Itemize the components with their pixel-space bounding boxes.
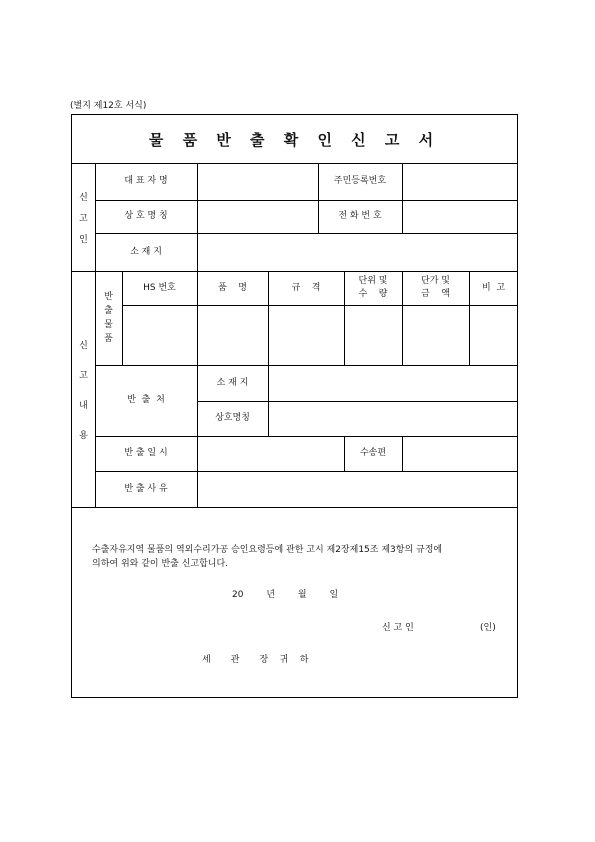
address-label: 소 재 지 <box>130 246 162 257</box>
dest-company-label: 상호명칭 <box>215 413 250 423</box>
content-label-char: 내 <box>79 400 88 411</box>
company-name-label: 상 호 명 칭 <box>124 211 168 221</box>
destination-label: 반 출 처 <box>127 395 165 405</box>
form-number: (별지 제12호 서식) <box>70 101 147 111</box>
export-reason-field[interactable] <box>197 471 518 507</box>
price-header <box>402 271 469 305</box>
content-label-char: 고 <box>79 370 88 381</box>
rep-name-label: 대 표 자 명 <box>124 176 168 186</box>
unit-qty-field[interactable] <box>344 305 402 365</box>
resident-no-label: 주민등록번호 <box>333 176 387 186</box>
transport-label: 수송편 <box>359 448 387 458</box>
phone-label: 전 화 번 호 <box>338 211 382 221</box>
goods-label-char: 품 <box>104 334 113 344</box>
addressee: 세 관 장 귀 하 <box>202 655 309 665</box>
declarant-signature-label: 신 고 인 <box>382 623 414 633</box>
statement-line: 수출자유지역 물품의 역외수리가공 승인요령등에 관한 고시 제2장제15조 제3항의 규정에 <box>92 545 443 555</box>
declarant-section-label <box>72 163 95 271</box>
dest-company-field[interactable] <box>268 401 518 436</box>
declarant-label-char: 고 <box>79 213 88 224</box>
address-field[interactable] <box>197 233 518 271</box>
goods-label-char: 출 <box>104 306 113 316</box>
price-header-line: 단가 및 <box>421 276 450 286</box>
declarant-label-char: 신 <box>79 192 88 203</box>
resident-no-field[interactable] <box>402 163 518 200</box>
remark-header: 비 고 <box>481 282 506 293</box>
export-reason-label: 반 출 사 유 <box>124 483 168 494</box>
phone-field[interactable] <box>402 200 518 233</box>
item-header: 품 명 <box>218 282 247 293</box>
export-date-label: 반 출 일 시 <box>124 448 168 458</box>
remark-field[interactable] <box>469 305 518 365</box>
declarant-label-char: 인 <box>79 234 88 245</box>
goods-label-char: 물 <box>104 320 113 330</box>
item-field[interactable] <box>197 305 268 365</box>
company-name-field[interactable] <box>197 200 318 233</box>
form-title: 물 품 반 출 확 인 신 고 서 <box>148 130 441 149</box>
unit-qty-header-line: 수 량 <box>358 289 388 299</box>
price-header-line: 금 액 <box>421 289 450 299</box>
divider <box>72 507 518 508</box>
unit-qty-header <box>344 271 402 305</box>
spec-field[interactable] <box>268 305 344 365</box>
hs-field[interactable] <box>122 305 197 365</box>
content-section-label <box>72 271 95 507</box>
rep-name-field[interactable] <box>197 163 318 200</box>
hs-header: HS 번호 <box>143 282 176 293</box>
seal-mark: (인) <box>480 623 496 633</box>
unit-qty-header-line: 단위 및 <box>358 276 388 286</box>
dest-address-label: 소 재 지 <box>216 377 249 388</box>
declaration-form <box>71 114 518 698</box>
content-label-char: 신 <box>79 340 88 351</box>
transport-field[interactable] <box>402 436 518 471</box>
export-date-field[interactable] <box>197 436 344 471</box>
price-field[interactable] <box>402 305 469 365</box>
content-label-char: 용 <box>79 430 88 441</box>
spec-header: 규 격 <box>291 282 321 293</box>
goods-label-char: 반 <box>104 292 113 302</box>
statement-date: 20 년 월 일 <box>232 590 339 600</box>
statement-line: 의하여 위와 같이 반출 신고합니다. <box>92 559 229 569</box>
goods-label <box>95 271 122 365</box>
dest-address-field[interactable] <box>268 365 518 401</box>
